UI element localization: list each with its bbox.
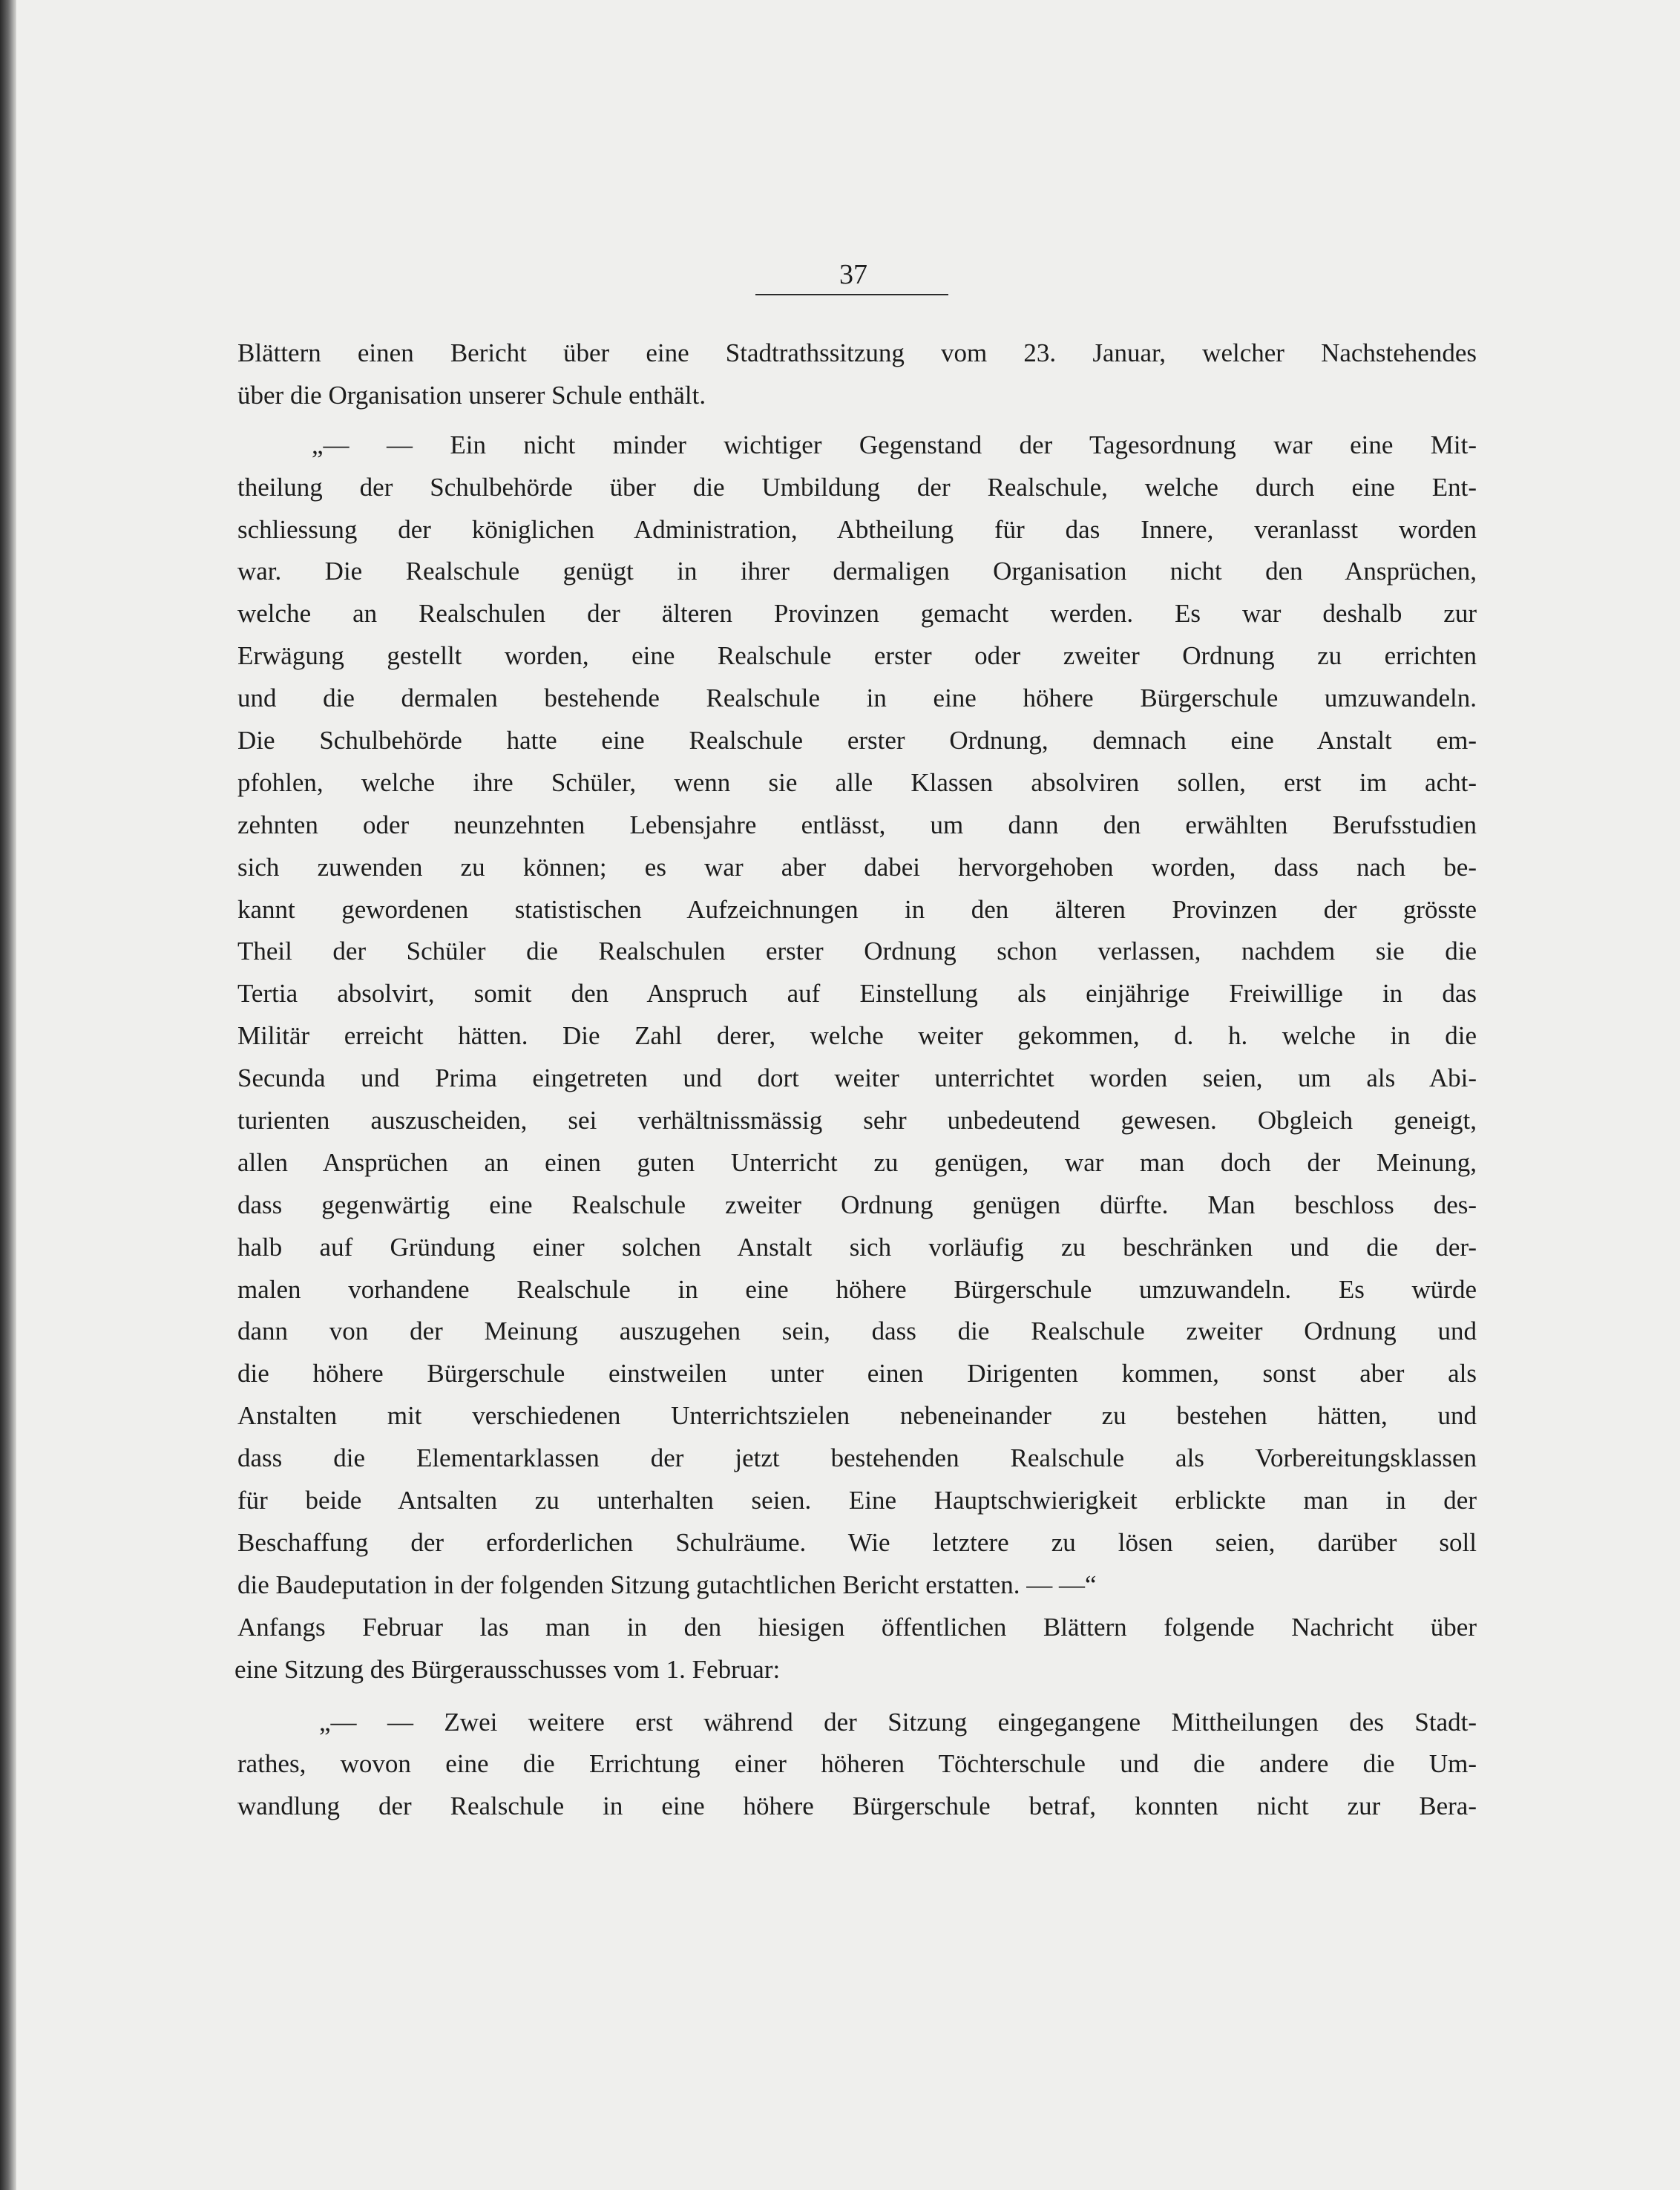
paragraph-intro (237, 332, 1477, 417)
text-line: Theil der Schüler die Realschulen erster Ordnung schon verlassen, nachdem sie die (237, 937, 1477, 966)
text-line: pfohlen, welche ihre Schüler, wenn sie alle Klassen absolviren sollen, erst im acht- (237, 767, 1477, 797)
paragraph-quotation-buergerausschuss (237, 1702, 1477, 1829)
text-line: „— — Zwei weitere erst während der Sitzung eingegangene Mittheilungen des Stadt- (319, 1707, 1477, 1737)
text-line: dass die Elementarklassen der jetzt bestehenden Realschule als Vorbereitungsklassen (237, 1443, 1477, 1473)
text-line: Die Schulbehörde hatte eine Realschule erster Ordnung, demnach eine Anstalt em- (237, 726, 1477, 755)
text-line: rathes, wovon eine die Errichtung einer höheren Töchterschule und die andere die Um- (237, 1749, 1477, 1779)
text-line: turienten auszuscheiden, sei verhältnissmässig sehr unbedeutend gewesen. Obgleich geneigt, (237, 1106, 1477, 1135)
text-line: Tertia absolvirt, somit den Anspruch auf Einstellung als einjährige Freiwillige in das (237, 979, 1477, 1009)
body-text (234, 332, 1477, 1828)
header-rule (755, 294, 948, 295)
text-line: war. Die Realschule genügt in ihrer dermaligen Organisation nicht den Ansprüchen, (237, 557, 1477, 586)
text-line: über die Organisation unserer Schule enthält. (237, 380, 706, 410)
text-line: wandlung der Realschule in eine höhere Bürgerschule betraf, konnten nicht zur Bera- (237, 1791, 1477, 1821)
text-line: eine Sitzung des Bürgerausschusses vom 1. Februar: (234, 1654, 781, 1684)
text-line: Blättern einen Bericht über eine Stadtrathssitzung vom 23. Januar, welcher Nachstehendes (237, 338, 1477, 367)
page-number: 37 (839, 259, 867, 290)
text-line: welche an Realschulen der älteren Provinzen gemacht werden. Es war deshalb zur (237, 599, 1477, 629)
text-line: theilung der Schulbehörde über die Umbildung der Realschule, welche durch eine Ent- (237, 472, 1477, 502)
text-line: dann von der Meinung auszugehen sein, dass die Realschule zweiter Ordnung und (237, 1317, 1477, 1346)
text-line: Erwägung gestellt worden, eine Realschule erster oder zweiter Ordnung zu errichten (237, 641, 1477, 671)
paragraph-quotation-stadtrath (237, 424, 1477, 1607)
text-line: malen vorhandene Realschule in eine höhere Bürgerschule umzuwandeln. Es würde (237, 1274, 1477, 1304)
text-line: schliessung der königlichen Administration, Abtheilung für das Innere, veranlasst worden (237, 514, 1477, 544)
text-line: dass gegenwärtig eine Realschule zweiter Ordnung genügen dürfte. Man beschloss des- (237, 1190, 1477, 1219)
page-binding-edge (0, 0, 16, 2190)
text-line: Anfangs Februar las man in den hiesigen öffentlichen Blättern folgende Nachricht über (237, 1612, 1477, 1642)
text-line: Militär erreicht hätten. Die Zahl derer, welche weiter gekommen, d. h. welche in die (237, 1021, 1477, 1051)
text-line: „— — Ein nicht minder wichtiger Gegenstand der Tagesordnung war eine Mit- (312, 430, 1477, 459)
text-line: sich zuwenden zu können; es war aber dabei hervorgehoben worden, dass nach be- (237, 852, 1477, 882)
text-line: zehnten oder neunzehnten Lebensjahre entlässt, um dann den erwählten Berufsstudien (237, 810, 1477, 839)
text-line: Secunda und Prima eingetreten und dort weiter unterrichtet worden seien, um als Abi- (237, 1063, 1477, 1093)
text-line: die Baudeputation in der folgenden Sitzung gutachtlichen Bericht erstatten. — —“ (237, 1570, 1097, 1599)
text-line: allen Ansprüchen an einen guten Unterricht zu genügen, war man doch der Meinung, (237, 1147, 1477, 1177)
text-line: für beide Antsalten zu unterhalten seien. Eine Hauptschwierigkeit erblickte man in der (237, 1486, 1477, 1515)
text-line: und die dermalen bestehende Realschule in eine höhere Bürgerschule umzuwandeln. (237, 683, 1477, 713)
text-line: die höhere Bürgerschule einstweilen unter einen Dirigenten kommen, sonst aber als (237, 1359, 1477, 1389)
text-line: kannt gewordenen statistischen Aufzeichnungen in den älteren Provinzen der grösste (237, 894, 1477, 924)
text-line: Beschaffung der erforderlichen Schulräume. Wie letztere zu lösen seien, darüber soll (237, 1527, 1477, 1557)
paragraph-february-report (234, 1607, 1477, 1691)
text-line: halb auf Gründung einer solchen Anstalt sich vorläufig zu beschränken und die der- (237, 1232, 1477, 1262)
text-line: Anstalten mit verschiedenen Unterrichtszielen nebeneinander zu bestehen hätten, und (237, 1401, 1477, 1431)
